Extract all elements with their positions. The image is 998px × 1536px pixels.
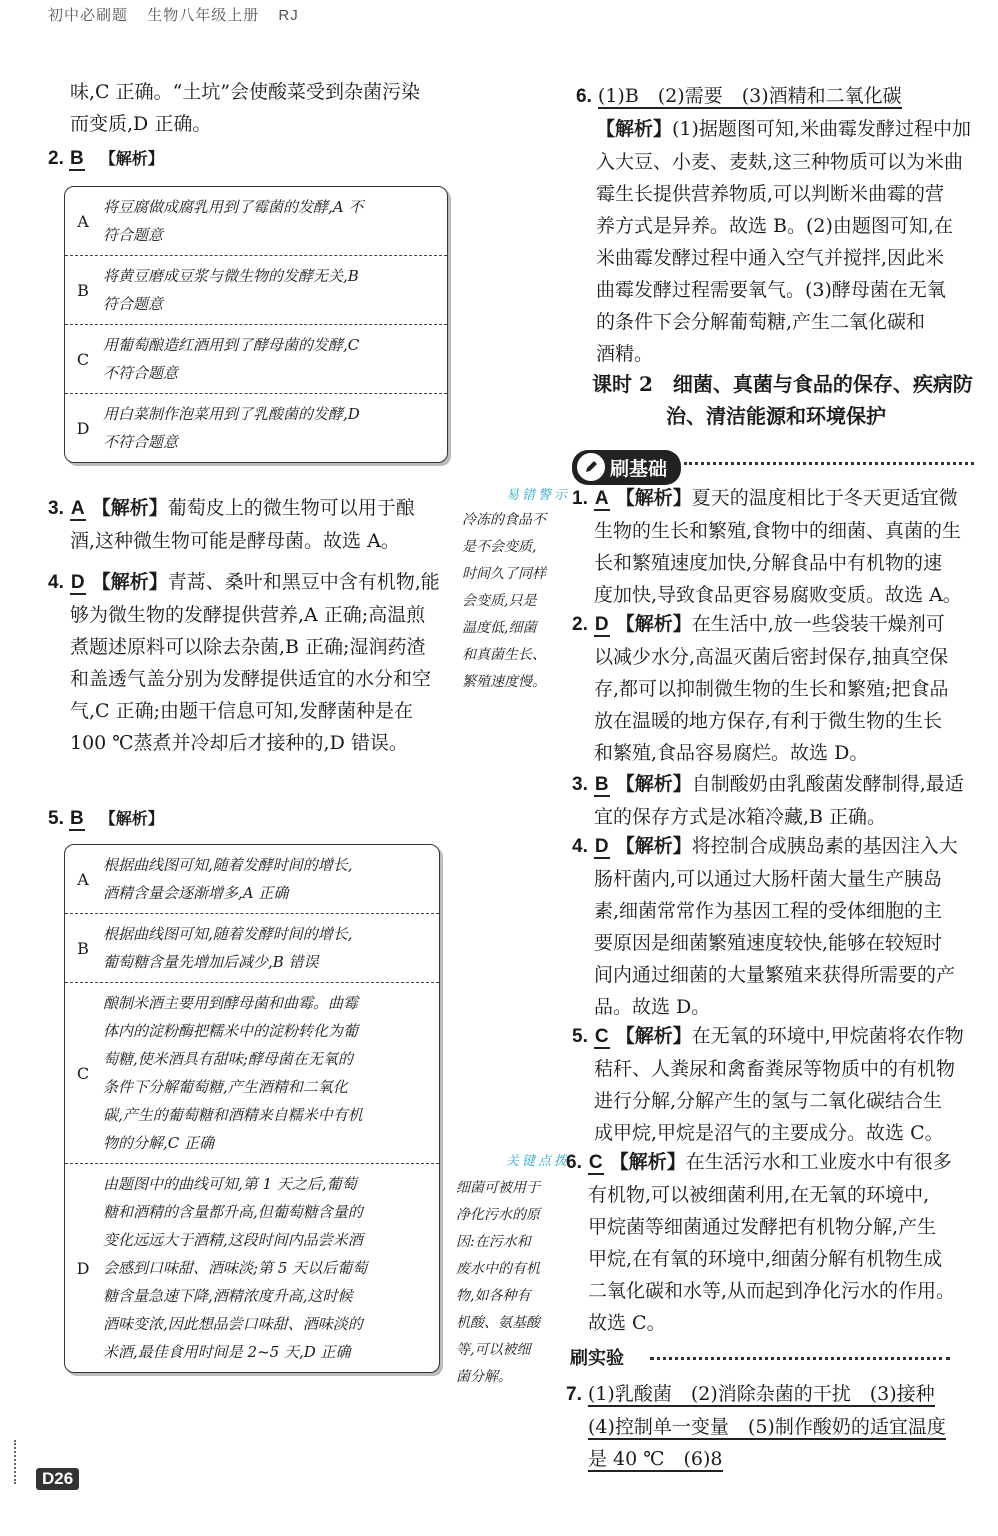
q5-analysis-table xyxy=(64,844,440,1373)
row-text: 物的分解,C 正确 xyxy=(103,1134,215,1152)
row-text: 变化远远大于酒精,这段时间内品尝米酒 xyxy=(103,1231,363,1249)
answer-line: 是 40 ℃ (6)8 xyxy=(588,1448,723,1470)
text-line: 和繁殖,食品容易腐烂。故选 D。 xyxy=(594,742,869,764)
side-note-line: 会变质,只是 xyxy=(462,593,537,609)
b-q2 xyxy=(572,608,982,769)
text-line: 酒,这种微生物可能是酵母菌。故选 A。 xyxy=(70,530,400,552)
question-number: 3. xyxy=(572,774,588,795)
text-line: 存,都可以抑制微生物的生长和繁殖;把食品 xyxy=(594,678,949,700)
section-divider xyxy=(684,462,974,465)
text-line: 够为微生物的发酵提供营养,A 正确;高温煎 xyxy=(70,604,426,626)
row-text: 将黄豆磨成豆浆与微生物的发酵无关,B xyxy=(103,267,359,285)
text-line: 放在温暖的地方保存,有利于微生物的生长 xyxy=(594,710,943,732)
row-text: 由题图中的曲线可知,第 1 天之后,葡萄 xyxy=(103,1175,357,1193)
lesson-title: 细菌、真菌与食品的保存、疾病防 xyxy=(672,372,973,396)
text-line: 二氧化碳和水等,从而起到净化污水的作用。 xyxy=(588,1280,956,1302)
answer-letter: B xyxy=(594,774,609,795)
table-row xyxy=(65,394,447,462)
side-note-line: 冷冻的食品不 xyxy=(462,512,546,528)
row-text: 条件下分解葡萄糖,产生酒精和二氧化 xyxy=(103,1078,348,1096)
row-label: B xyxy=(77,938,89,958)
text-line: 100 ℃蒸煮并冷却后才接种的,D 错误。 xyxy=(70,732,408,754)
b-q7 xyxy=(566,1378,982,1475)
row-label: C xyxy=(76,1063,90,1083)
text-line: 度加快,导致食品更容易腐败变质。故选 A。 xyxy=(594,584,962,606)
book-title: 生物八年级上册 xyxy=(147,7,260,24)
text-line: 秸秆、人粪尿和禽畜粪尿等物质中的有机物 xyxy=(594,1058,956,1080)
answer-letter: D xyxy=(70,572,85,593)
row-text: 糖和酒精的含量都升高,但葡萄糖含量的 xyxy=(103,1203,363,1221)
row-text: 根据曲线图可知,随着发酵时间的增长, xyxy=(103,925,353,943)
question-number: 7. xyxy=(566,1384,582,1405)
b-q5 xyxy=(572,1020,982,1149)
text-line: 进行分解,分解产生的氢与二氧化碳结合生 xyxy=(594,1090,943,1112)
side-note-line: 净化污水的原 xyxy=(456,1207,540,1223)
table-row xyxy=(65,1164,439,1372)
row-text: 体内的淀粉酶把糯米中的淀粉转化为葡 xyxy=(103,1022,359,1040)
section-banner-basics xyxy=(570,442,975,482)
section-divider xyxy=(650,1357,950,1360)
side-note-line: 温度低,细菌 xyxy=(462,620,537,636)
row-label: C xyxy=(76,349,90,369)
side-note-line: 机酸、氨基酸 xyxy=(456,1315,540,1331)
book-edition: RJ xyxy=(278,7,299,24)
row-text: 糖含量急速下降,酒精浓度升高,这时候 xyxy=(103,1287,353,1305)
side-note-line: 因:在污水和 xyxy=(456,1234,531,1250)
lesson-number: 课时 2 xyxy=(592,372,653,396)
analysis-tag: 【解析】 xyxy=(609,1152,686,1173)
left-intro xyxy=(70,76,470,140)
answer-letter: B xyxy=(69,148,84,169)
row-text: 碳,产生的葡萄糖和酒精来自糯米中有机 xyxy=(103,1106,363,1124)
text-line: 间内通过细菌的大量繁殖来获得所需要的产 xyxy=(594,964,956,986)
text-line: 成甲烷,甲烷是沼气的主要成分。故选 C。 xyxy=(594,1122,944,1144)
analysis-tag: 【解析】 xyxy=(596,119,673,140)
text-line: 和盖透气盖分别为发酵提供适宜的水分和空 xyxy=(70,668,432,690)
row-text: 酒味变浓,因此想品尝口味甜、酒味淡的 xyxy=(103,1315,363,1333)
text-line: 夏天的温度相比于冬天更适宜微 xyxy=(691,487,958,509)
q2-heading xyxy=(48,146,164,170)
question-number: 4. xyxy=(572,836,588,857)
page-number: D26 xyxy=(36,1468,79,1490)
row-text: 符合题意 xyxy=(103,295,164,313)
b-q4 xyxy=(572,830,982,1023)
text-line: 而变质,D 正确。 xyxy=(70,113,212,135)
b-q1 xyxy=(572,482,982,611)
text-line: (1)据题图可知,米曲霉发酵过程中加 xyxy=(672,118,971,140)
q4 xyxy=(48,566,458,759)
side-note-title: 关键点拨 xyxy=(505,1154,570,1169)
question-number: 2. xyxy=(48,148,64,169)
text-line: 甲烷,在有氧的环境中,细菌分解有机物生成 xyxy=(588,1248,943,1270)
table-row xyxy=(65,845,439,914)
answer-line: (4)控制单一变量 (5)制作酸奶的适宜温度 xyxy=(588,1416,946,1438)
text-line: 以减少水分,高温灭菌后密封保存,抽真空保 xyxy=(594,646,949,668)
side-note-line: 等,可以被细 xyxy=(456,1342,531,1358)
question-number: 5. xyxy=(572,1026,588,1047)
question-number: 6. xyxy=(576,86,592,107)
answer-letter: C xyxy=(588,1152,603,1173)
row-label: B xyxy=(77,280,89,300)
answer-letter: A xyxy=(594,488,609,509)
text-line: 自制酸奶由乳酸菌发酵制得,最适 xyxy=(691,773,964,795)
text-line: 有机物,可以被细菌利用,在无氧的环境中, xyxy=(588,1184,930,1206)
text-line: 品。故选 D。 xyxy=(594,996,711,1018)
side-note-line: 废水中的有机 xyxy=(456,1261,540,1277)
side-note-error-warning xyxy=(462,484,574,696)
row-label: D xyxy=(76,1258,90,1278)
text-line: 霉生长提供营养物质,可以判断米曲霉的营 xyxy=(596,183,945,205)
side-note-line: 繁殖速度慢。 xyxy=(462,674,546,690)
side-note-line: 细菌可被用于 xyxy=(456,1180,540,1196)
q6-prev xyxy=(576,80,981,370)
section-banner-experiment xyxy=(570,1344,975,1372)
row-text: 符合题意 xyxy=(103,226,164,244)
text-line: 酒精。 xyxy=(596,343,654,365)
answer-letter: D xyxy=(594,614,609,635)
q2-analysis-table xyxy=(64,186,448,463)
analysis-tag: 【解析】 xyxy=(91,498,168,519)
text-line: 长和繁殖速度加快,分解食品中有机物的速 xyxy=(594,552,943,574)
text-line: 养方式是异养。故选 B。(2)由题图可知,在 xyxy=(596,215,953,237)
row-text: 酿制米酒主要用到酵母菌和曲霉。曲霉 xyxy=(103,994,359,1012)
text-line: 的条件下会分解葡萄糖,产生二氧化碳和 xyxy=(596,311,926,333)
row-text: 酒精含量会逐渐增多,A 正确 xyxy=(103,884,289,902)
answer-line: (1)B (2)需要 (3)酒精和二氧化碳 xyxy=(597,85,902,107)
question-number: 2. xyxy=(572,614,588,635)
row-label: A xyxy=(77,211,89,231)
side-note-line: 物,如各种有 xyxy=(456,1288,531,1304)
analysis-tag: 【解析】 xyxy=(99,151,164,168)
row-text: 不符合题意 xyxy=(103,433,179,451)
text-line: 故选 C。 xyxy=(588,1312,666,1334)
text-line: 入大豆、小麦、麦麸,这三种物质可以为米曲 xyxy=(596,151,964,173)
row-label: A xyxy=(77,869,89,889)
analysis-tag: 【解析】 xyxy=(615,836,692,857)
side-note-line: 是不会变质, xyxy=(462,539,537,555)
answer-line: (1)乳酸菌 (2)消除杂菌的干扰 (3)接种 xyxy=(587,1383,935,1405)
q3 xyxy=(48,492,458,557)
analysis-tag: 【解析】 xyxy=(615,774,692,795)
side-note-line: 菌分解。 xyxy=(456,1369,512,1385)
answer-letter: B xyxy=(69,808,84,829)
b-q3 xyxy=(572,768,982,833)
text-line: 味,C 正确。“土坑”会使酸菜受到杂菌污染 xyxy=(70,81,421,103)
side-note-key-points xyxy=(456,1150,574,1391)
question-number: 1. xyxy=(572,488,588,509)
text-line: 在生活污水和工业废水中有很多 xyxy=(685,1151,952,1173)
text-line: 葡萄皮上的微生物可以用于酿 xyxy=(167,497,415,519)
text-line: 米曲霉发酵过程中通入空气并搅拌,因此米 xyxy=(596,247,945,269)
row-text: 米酒,最佳食用时间是 2~5 天,D 正确 xyxy=(103,1343,351,1361)
answer-letter: C xyxy=(594,1026,609,1047)
margin-dots xyxy=(14,1440,18,1484)
text-line: 甲烷菌等细菌通过发酵把有机物分解,产生 xyxy=(588,1216,937,1238)
side-note-line: 和真菌生长、 xyxy=(462,647,546,663)
text-line: 煮题述原料可以除去杂菌,B 正确;湿润药渣 xyxy=(70,636,426,658)
text-line: 气,C 正确;由题干信息可知,发酵菌种是在 xyxy=(70,700,414,722)
answer-letter: A xyxy=(70,498,85,519)
row-text: 不符合题意 xyxy=(103,364,179,382)
side-note-title: 易错警示 xyxy=(505,488,570,503)
lesson-title-cont: 治、清洁能源和环境保护 xyxy=(666,404,886,428)
section-title: 刷基础 xyxy=(572,450,681,485)
text-line: 宜的保存方式是冰箱冷藏,B 正确。 xyxy=(594,806,887,828)
table-row xyxy=(65,325,447,394)
analysis-tag: 【解析】 xyxy=(615,1026,692,1047)
text-line: 曲霉发酵过程需要氧气。(3)酵母菌在无氧 xyxy=(596,279,946,301)
text-line: 青蒿、桑叶和黑豆中含有机物,能 xyxy=(167,571,440,593)
section-title: 刷实验 xyxy=(570,1348,624,1368)
row-text: 萄糖,使米酒具有甜味;酵母菌在无氧的 xyxy=(103,1050,353,1068)
analysis-tag: 【解析】 xyxy=(615,614,692,635)
table-row xyxy=(65,914,439,983)
pencil-icon xyxy=(574,450,608,484)
row-text: 会感到口味甜、酒味淡;第 5 天以后葡萄 xyxy=(103,1259,368,1277)
row-text: 用葡萄酿造红酒用到了酵母菌的发酵,C xyxy=(103,336,360,354)
table-row xyxy=(65,983,439,1164)
table-row xyxy=(65,256,447,325)
row-text: 根据曲线图可知,随着发酵时间的增长, xyxy=(103,856,353,874)
question-number: 4. xyxy=(48,572,64,593)
analysis-tag: 【解析】 xyxy=(91,572,168,593)
lesson-heading xyxy=(592,368,984,432)
row-text: 将豆腐做成腐乳用到了霉菌的发酵,A 不 xyxy=(103,198,364,216)
book-series: 初中必刷题 xyxy=(48,7,129,24)
row-text: 用白菜制作泡菜用到了乳酸菌的发酵,D xyxy=(103,405,360,423)
q5-heading xyxy=(48,806,164,830)
b-q6 xyxy=(566,1146,982,1339)
text-line: 在生活中,放一些袋装干燥剂可 xyxy=(691,613,945,635)
text-line: 要原因是细菌繁殖速度较快,能够在较短时 xyxy=(594,932,943,954)
question-number: 5. xyxy=(48,808,64,829)
answer-letter: D xyxy=(594,836,609,857)
text-line: 生物的生长和繁殖,食物中的细菌、真菌的生 xyxy=(594,520,962,542)
question-number: 6. xyxy=(566,1152,582,1173)
analysis-tag: 【解析】 xyxy=(615,488,692,509)
text-line: 肠杆菌内,可以通过大肠杆菌大量生产胰岛 xyxy=(594,868,943,890)
text-line: 素,细菌常常作为基因工程的受体细胞的主 xyxy=(594,900,943,922)
table-row xyxy=(65,187,447,256)
question-number: 3. xyxy=(48,498,64,519)
row-label: D xyxy=(76,418,90,438)
page-header xyxy=(48,4,313,25)
text-line: 在无氧的环境中,甲烷菌将农作物 xyxy=(691,1025,964,1047)
row-text: 葡萄糖含量先增加后减少,B 错误 xyxy=(103,953,319,971)
side-note-line: 时间久了同样 xyxy=(462,566,546,582)
text-line: 将控制合成胰岛素的基因注入大 xyxy=(691,835,958,857)
analysis-tag: 【解析】 xyxy=(99,811,164,828)
